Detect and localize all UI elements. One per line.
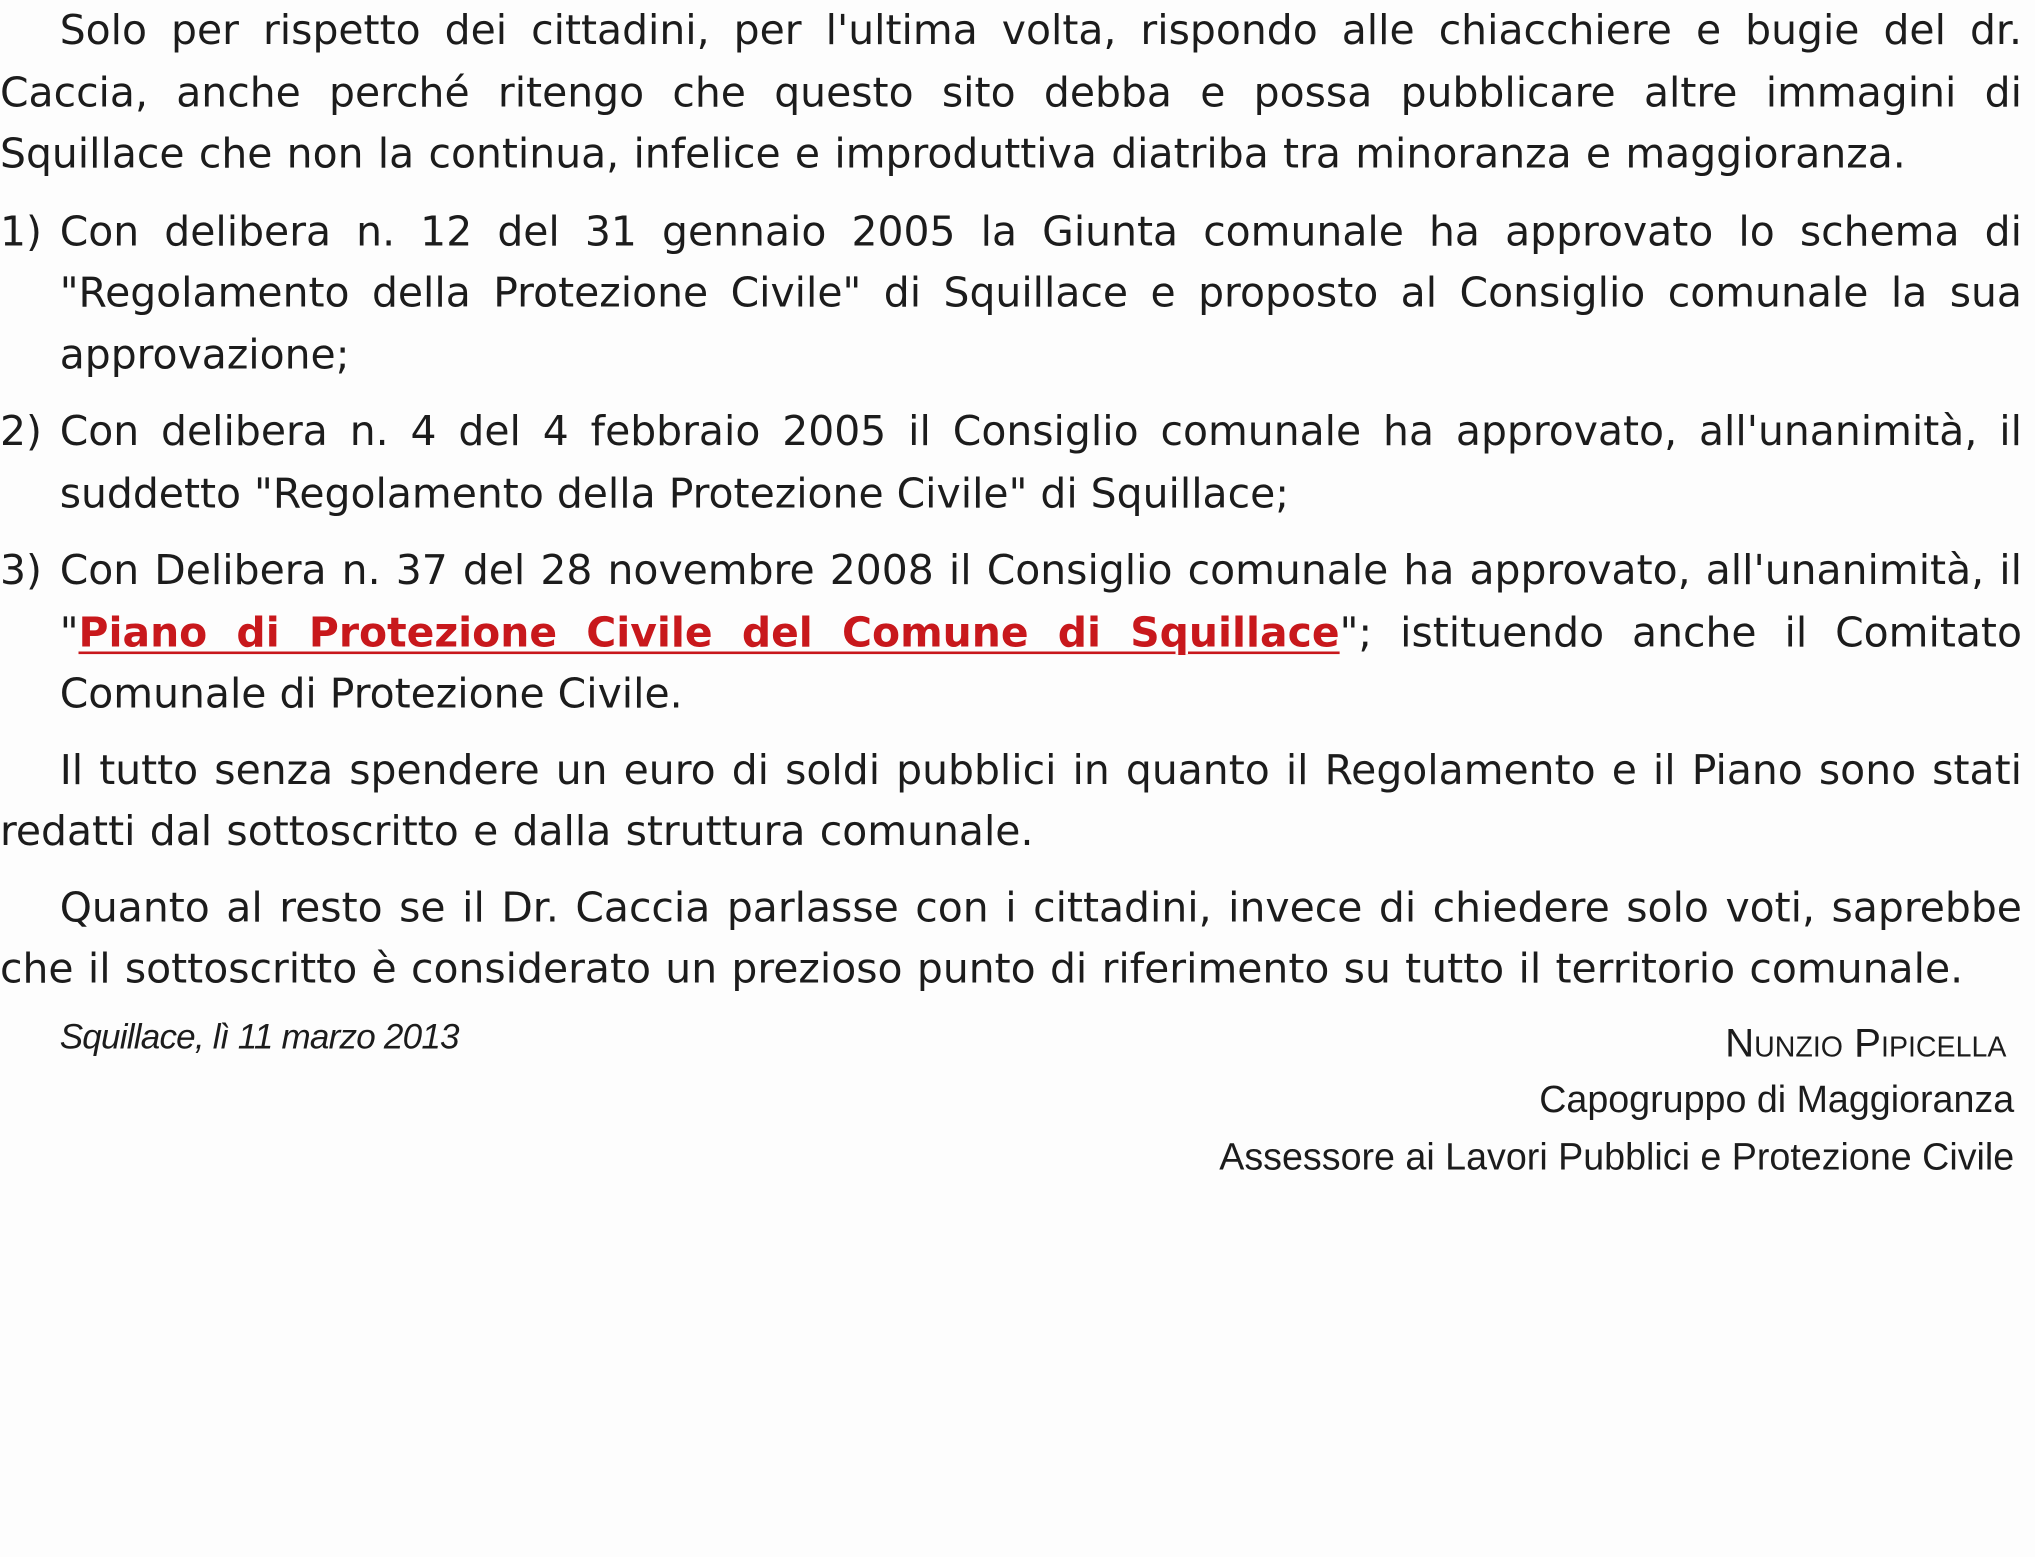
list-item-text: Con delibera n. 12 del 31 gennaio 2005 la Giunta comunale ha approvato lo schema di "Regolamento della Protezione Civile" di Squillace e proposto al Consiglio comunale la sua approvazione; [59, 208, 2022, 379]
list-item-text-after: "; istituendo anche il Comitato Comunale di Protezione Civile. [59, 609, 2022, 718]
list-item [0, 402, 2022, 525]
signer-name: Nunzio Pipicella [1725, 1019, 2007, 1065]
cost-paragraph: Il tutto senza spendere un euro di soldi pubblici in quanto il Regolamento e il Piano sono stati redatti dal sottoscritto e dalla struttura comunale. [0, 746, 2022, 856]
list-item-number: 3) [0, 547, 42, 595]
signer-role-2: Assessore ai Lavori Pubblici e Protezione Civile [1219, 1136, 2015, 1178]
list-item-number: 2) [0, 408, 42, 456]
signature-block [0, 1012, 2022, 1181]
list-item-number: 1) [0, 208, 42, 256]
place-date: Squillace, lì 11 marzo 2013 [59, 1016, 459, 1056]
list-item [0, 541, 2022, 726]
closing-paragraph: Quanto al resto se il Dr. Caccia parlasse con i cittadini, invece di chiedere solo voti, saprebbe che il sottoscritto è considerato un prezioso punto di riferimento su tutto il territorio comunale. [0, 884, 2022, 993]
intro-paragraph: Solo per rispetto dei cittadini, per l'ultima volta, rispondo alle chiacchiere e bugie del dr. Caccia, anche perché ritengo che questo sito debba e possa pubblicare altre immagini di Squillace che non la continua, infelice e improduttiva diatriba tra minoranza e maggioranza. [0, 7, 2022, 178]
list-item-text-before: Con Delibera n. 37 del 28 novembre 2008 il Consiglio comunale ha approvato, all'unanimità, il " [59, 547, 2022, 657]
list-item [0, 202, 2022, 387]
piano-protezione-civile-link[interactable]: Piano di Protezione Civile del Comune di Squillace [78, 609, 1340, 657]
signer [1219, 1014, 2014, 1185]
list-item-text: Con delibera n. 4 del 4 febbraio 2005 il Consiglio comunale ha approvato, all'unanimità, il suddetto "Regolamento della Protezione Civile" di Squillace; [59, 408, 2022, 518]
signer-role-1: Capogruppo di Maggioranza [1539, 1079, 2015, 1121]
